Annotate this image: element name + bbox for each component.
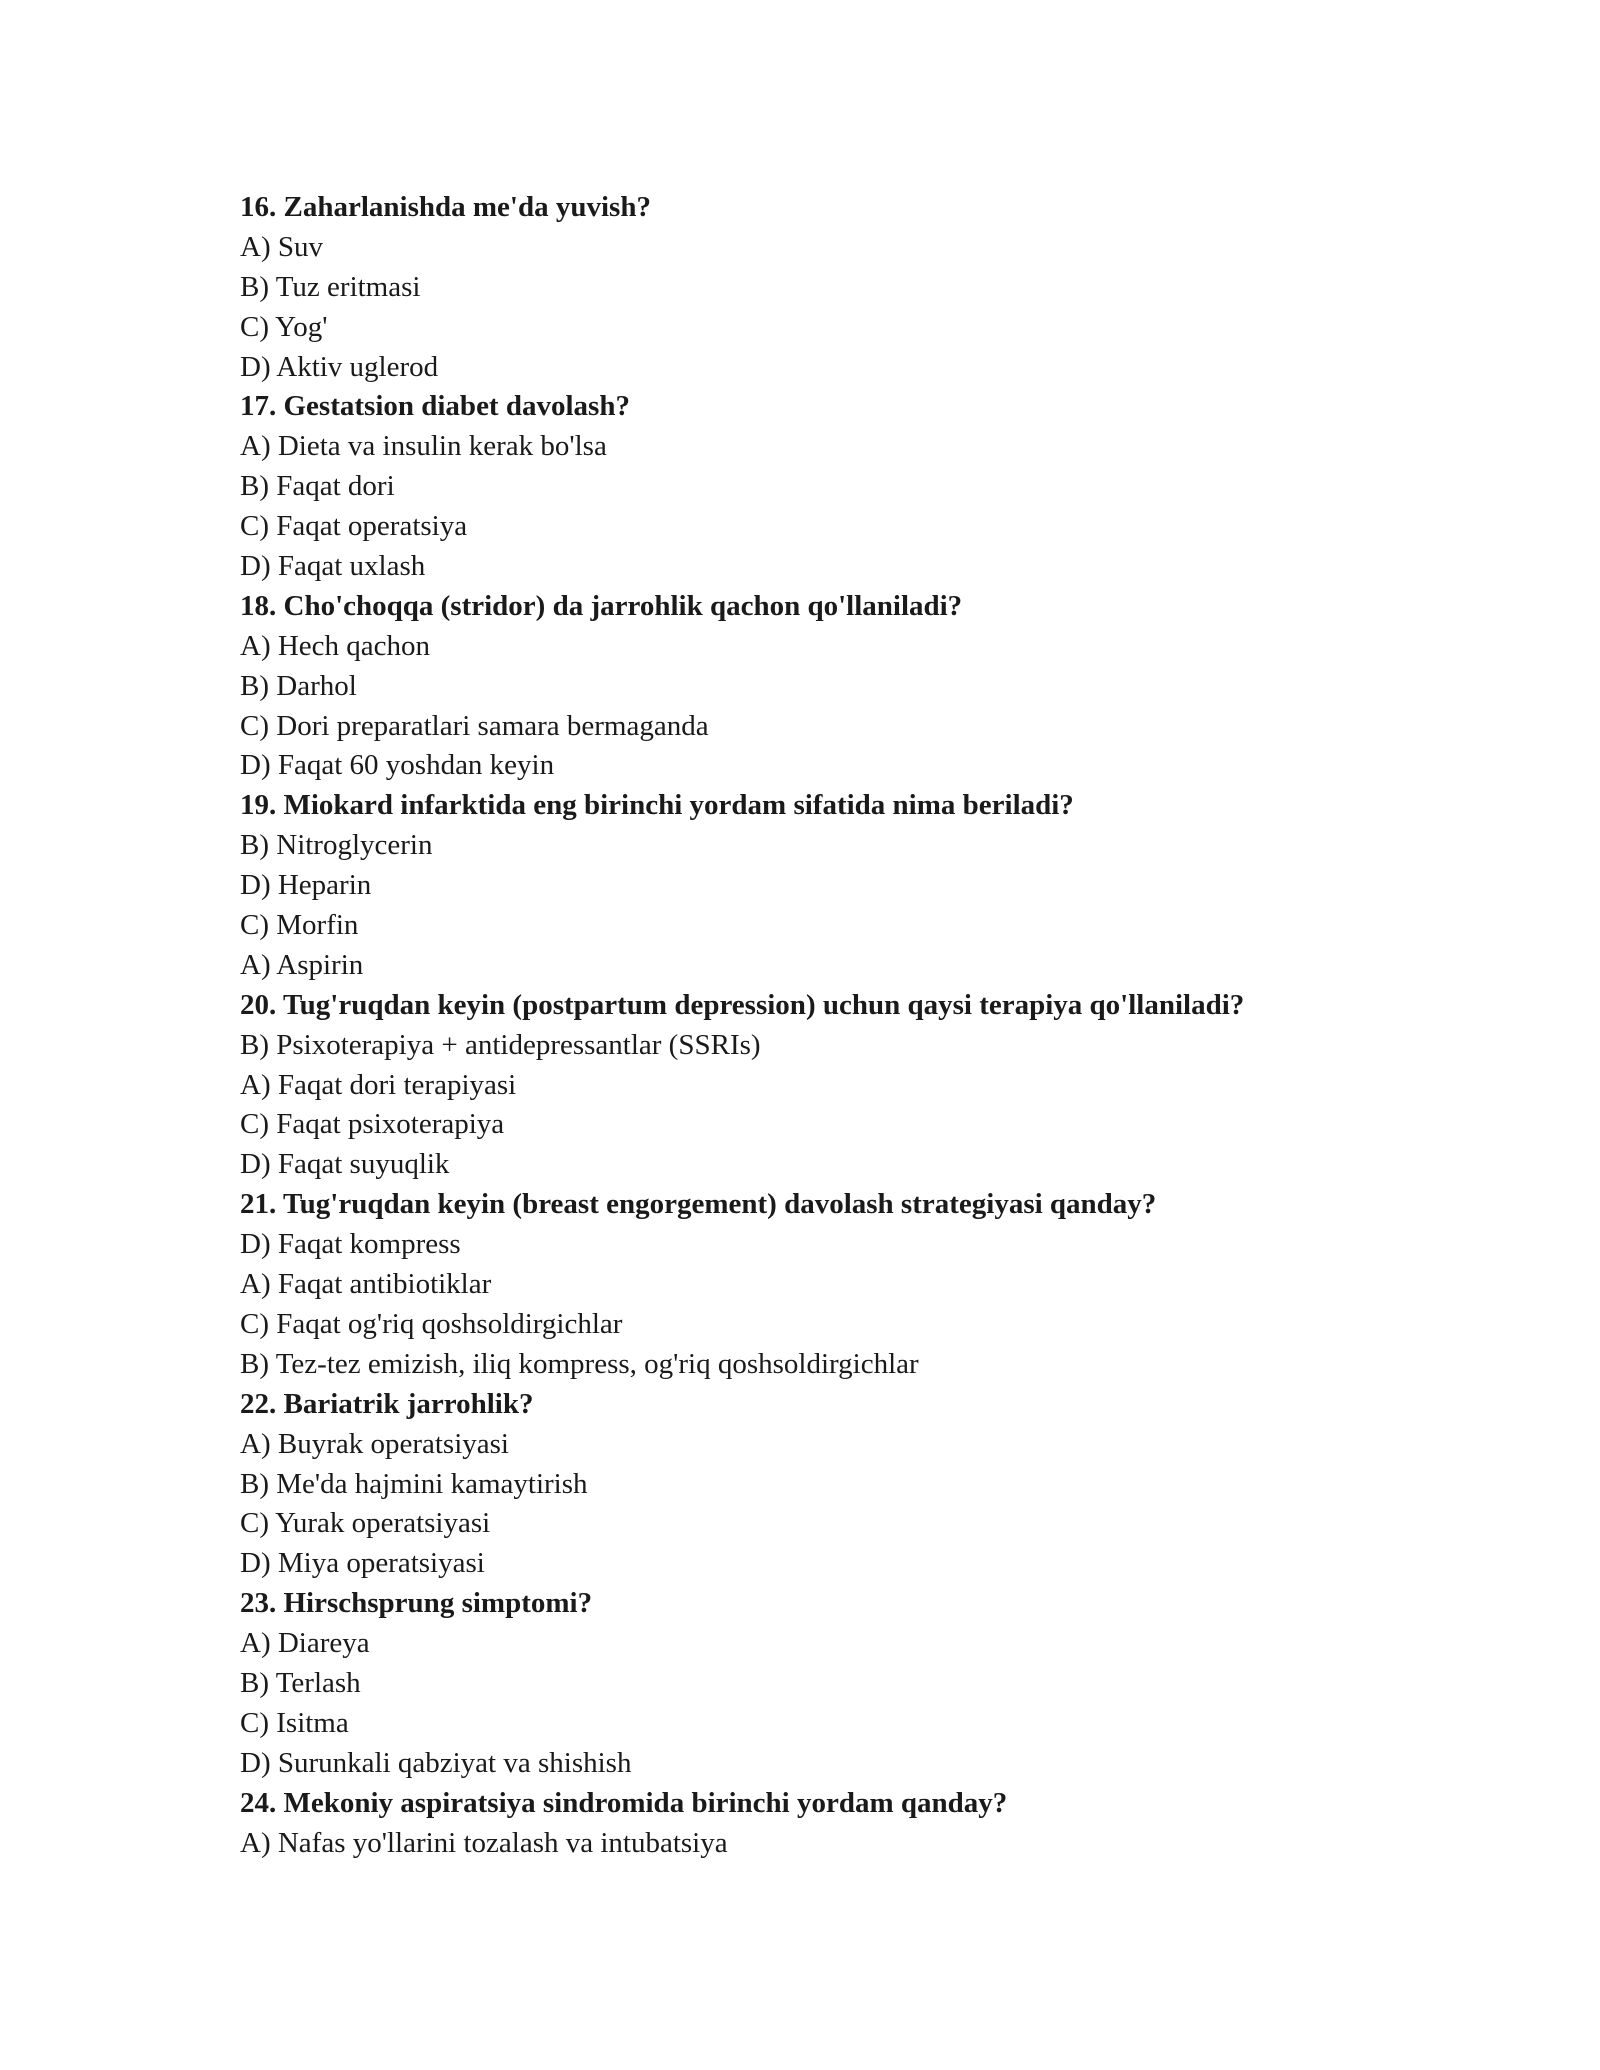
answer-option: B) Psixoterapiya + antidepressantlar (SSRIs): [240, 1028, 761, 1061]
question-title: 21. Tug'ruqdan keyin (breast engorgement) davolash strategiyasi qanday?: [240, 1188, 1157, 1221]
answer-option: C) Yog': [240, 310, 328, 343]
question-title: 16. Zaharlanishda me'da yuvish?: [240, 191, 651, 223]
question-title: 23. Hirschsprung simptomi?: [240, 1587, 593, 1620]
answer-option: D) Faqat suyuqlik: [240, 1148, 450, 1181]
question-title: 18. Cho'choqqa (stridor) da jarrohlik qachon qo'llaniladi?: [240, 589, 963, 622]
answer-option: C) Faqat og'riq qoshsoldirgichlar: [240, 1307, 623, 1340]
answer-option: A) Dieta va insulin kerak bo'lsa: [240, 430, 607, 463]
answer-option: C) Isitma: [240, 1706, 349, 1739]
answer-option: C) Faqat psixoterapiya: [240, 1108, 505, 1141]
question-title: 17. Gestatsion diabet davolash?: [240, 390, 630, 423]
answer-option: C) Dori preparatlari samara bermaganda: [240, 709, 709, 742]
answer-option: A) Faqat dori terapiyasi: [240, 1068, 517, 1101]
answer-option: C) Yurak operatsiyasi: [240, 1507, 491, 1540]
answer-option: B) Faqat dori: [240, 470, 395, 503]
answer-option: A) Nafas yo'llarini tozalash va intubatsiya: [240, 1826, 728, 1859]
answer-option: D) Faqat 60 yoshdan keyin: [240, 749, 555, 782]
answer-option: B) Terlash: [240, 1666, 361, 1699]
document-page: [240, 188, 1440, 1863]
answer-option: D) Faqat uxlash: [240, 550, 426, 583]
answer-option: A) Buyrak operatsiyasi: [240, 1427, 509, 1460]
answer-option: D) Faqat kompress: [240, 1228, 461, 1261]
answer-option: B) Tuz eritmasi: [240, 270, 421, 303]
answer-option: B) Me'da hajmini kamaytirish: [240, 1467, 588, 1500]
question-title: 24. Mekoniy aspiratsiya sindromida birinchi yordam qanday?: [240, 1786, 1008, 1819]
answer-option: A) Hech qachon: [240, 629, 431, 662]
answer-option: B) Darhol: [240, 669, 357, 702]
question-title: 20. Tug'ruqdan keyin (postpartum depression) uchun qaysi terapiya qo'llaniladi?: [240, 988, 1245, 1021]
answer-option: C) Morfin: [240, 909, 359, 942]
answer-option: B) Tez-tez emizish, iliq kompress, og'riq qoshsoldirgichlar: [240, 1347, 919, 1380]
answer-option: D) Aktiv uglerod: [240, 350, 439, 383]
answer-option: A) Suv: [240, 230, 323, 263]
answer-option: C) Faqat operatsiya: [240, 510, 468, 543]
answer-option: B) Nitroglycerin: [240, 829, 433, 862]
answer-option: A) Aspirin: [240, 948, 364, 981]
question-title: 19. Miokard infarktida eng birinchi yordam sifatida nima beriladi?: [240, 789, 1074, 822]
answer-option: D) Surunkali qabziyat va shishish: [240, 1746, 632, 1779]
answer-option: A) Diareya: [240, 1627, 370, 1660]
answer-option: A) Faqat antibiotiklar: [240, 1268, 492, 1301]
question-title: 22. Bariatrik jarrohlik?: [240, 1387, 534, 1420]
answer-option: D) Heparin: [240, 869, 372, 902]
answer-option: D) Miya operatsiyasi: [240, 1547, 485, 1580]
